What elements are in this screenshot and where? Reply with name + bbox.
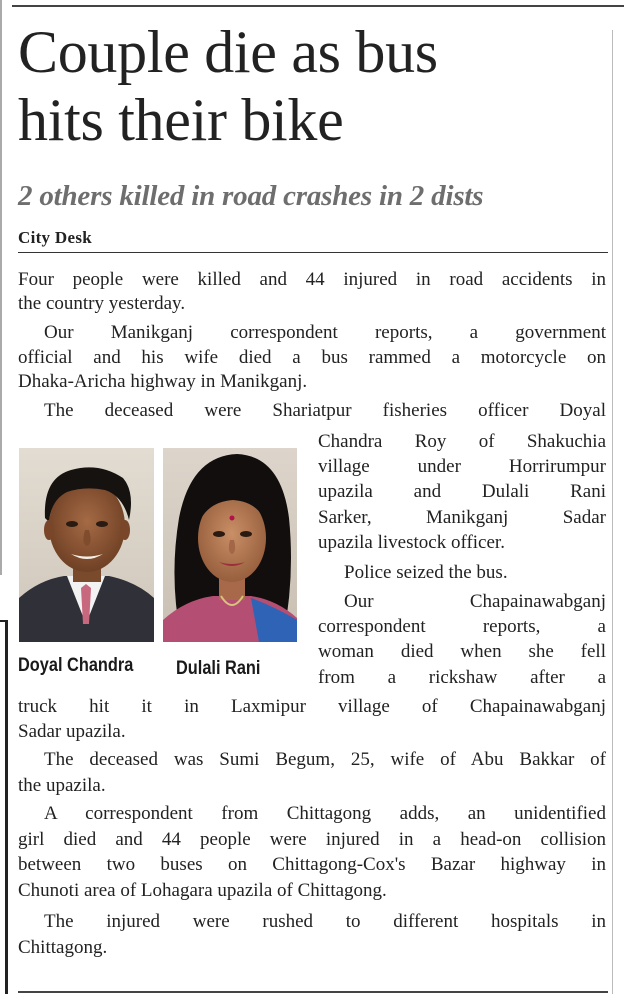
body-line: Dhaka-Aricha highway in Manikganj. <box>18 371 308 392</box>
caption-doyal-chandra: Doyal Chandra <box>18 655 134 676</box>
woman-portrait-icon <box>163 448 297 642</box>
body-line: between two buses on Chittagong-Cox's Bazar highway in <box>18 854 606 875</box>
photo-doyal-chandra <box>19 448 154 642</box>
body-line: girl died and 44 people were injured in a head-on collision <box>18 829 606 850</box>
top-rule <box>12 5 624 7</box>
body-line: woman died when she fell <box>318 641 606 662</box>
adjacent-box-border <box>5 620 8 994</box>
body-line: Chandra Roy of Shakuchia <box>318 431 606 452</box>
body-line: The injured were rushed to different hospitals in <box>44 911 606 932</box>
headline <box>18 18 608 154</box>
body-line: correspondent reports, a <box>318 616 606 637</box>
body-line: The deceased was Sumi Begum, 25, wife of Abu Bakkar of <box>44 749 606 770</box>
body-line: the country yesterday. <box>18 293 186 314</box>
byline <box>18 228 92 248</box>
byline-text: City Desk <box>18 228 93 247</box>
body-line: official and his wife died a bus rammed a motorcycle on <box>18 347 606 368</box>
body-line: Four people were killed and 44 injured in road accidents in <box>18 269 606 290</box>
body-line: from a rickshaw after a <box>318 667 606 688</box>
body-line: Our Chapainawabganj <box>344 591 606 612</box>
body-line: The deceased were Shariatpur fisheries officer Doyal <box>44 400 606 421</box>
body-line: Sadar upazila. <box>18 721 126 742</box>
body-line: village under Horrirumpur <box>318 456 606 477</box>
caption-dulali-rani: Dulali Rani <box>176 658 261 679</box>
body-line: truck hit it in Laxmipur village of Chapainawabganj <box>18 696 606 717</box>
photo-dulali-rani <box>163 448 297 642</box>
headline-line-1: Couple die as bus <box>18 19 438 85</box>
body-line: Chunoti area of Lohagara upazila of Chittagong. <box>18 880 387 901</box>
body-line: Police seized the bus. <box>344 562 508 583</box>
headline-line-2: hits their bike <box>18 87 344 153</box>
subheadline: 2 others killed in road crashes in 2 dists <box>18 180 484 212</box>
column-divider <box>612 30 613 994</box>
left-edge-rule <box>0 0 2 575</box>
bottom-rule <box>18 991 608 993</box>
body-line: Our Manikganj correspondent reports, a government <box>44 322 606 343</box>
body-line: upazila and Dulali Rani <box>318 481 606 502</box>
body-line: Chittagong. <box>18 937 108 958</box>
man-portrait-icon <box>19 448 154 642</box>
body-line: the upazila. <box>18 775 106 796</box>
byline-rule <box>18 252 608 253</box>
body-line: A correspondent from Chittagong adds, an unidentified <box>44 803 606 824</box>
body-line: Sarker, Manikganj Sadar <box>318 507 606 528</box>
body-line: upazila livestock officer. <box>318 532 505 553</box>
